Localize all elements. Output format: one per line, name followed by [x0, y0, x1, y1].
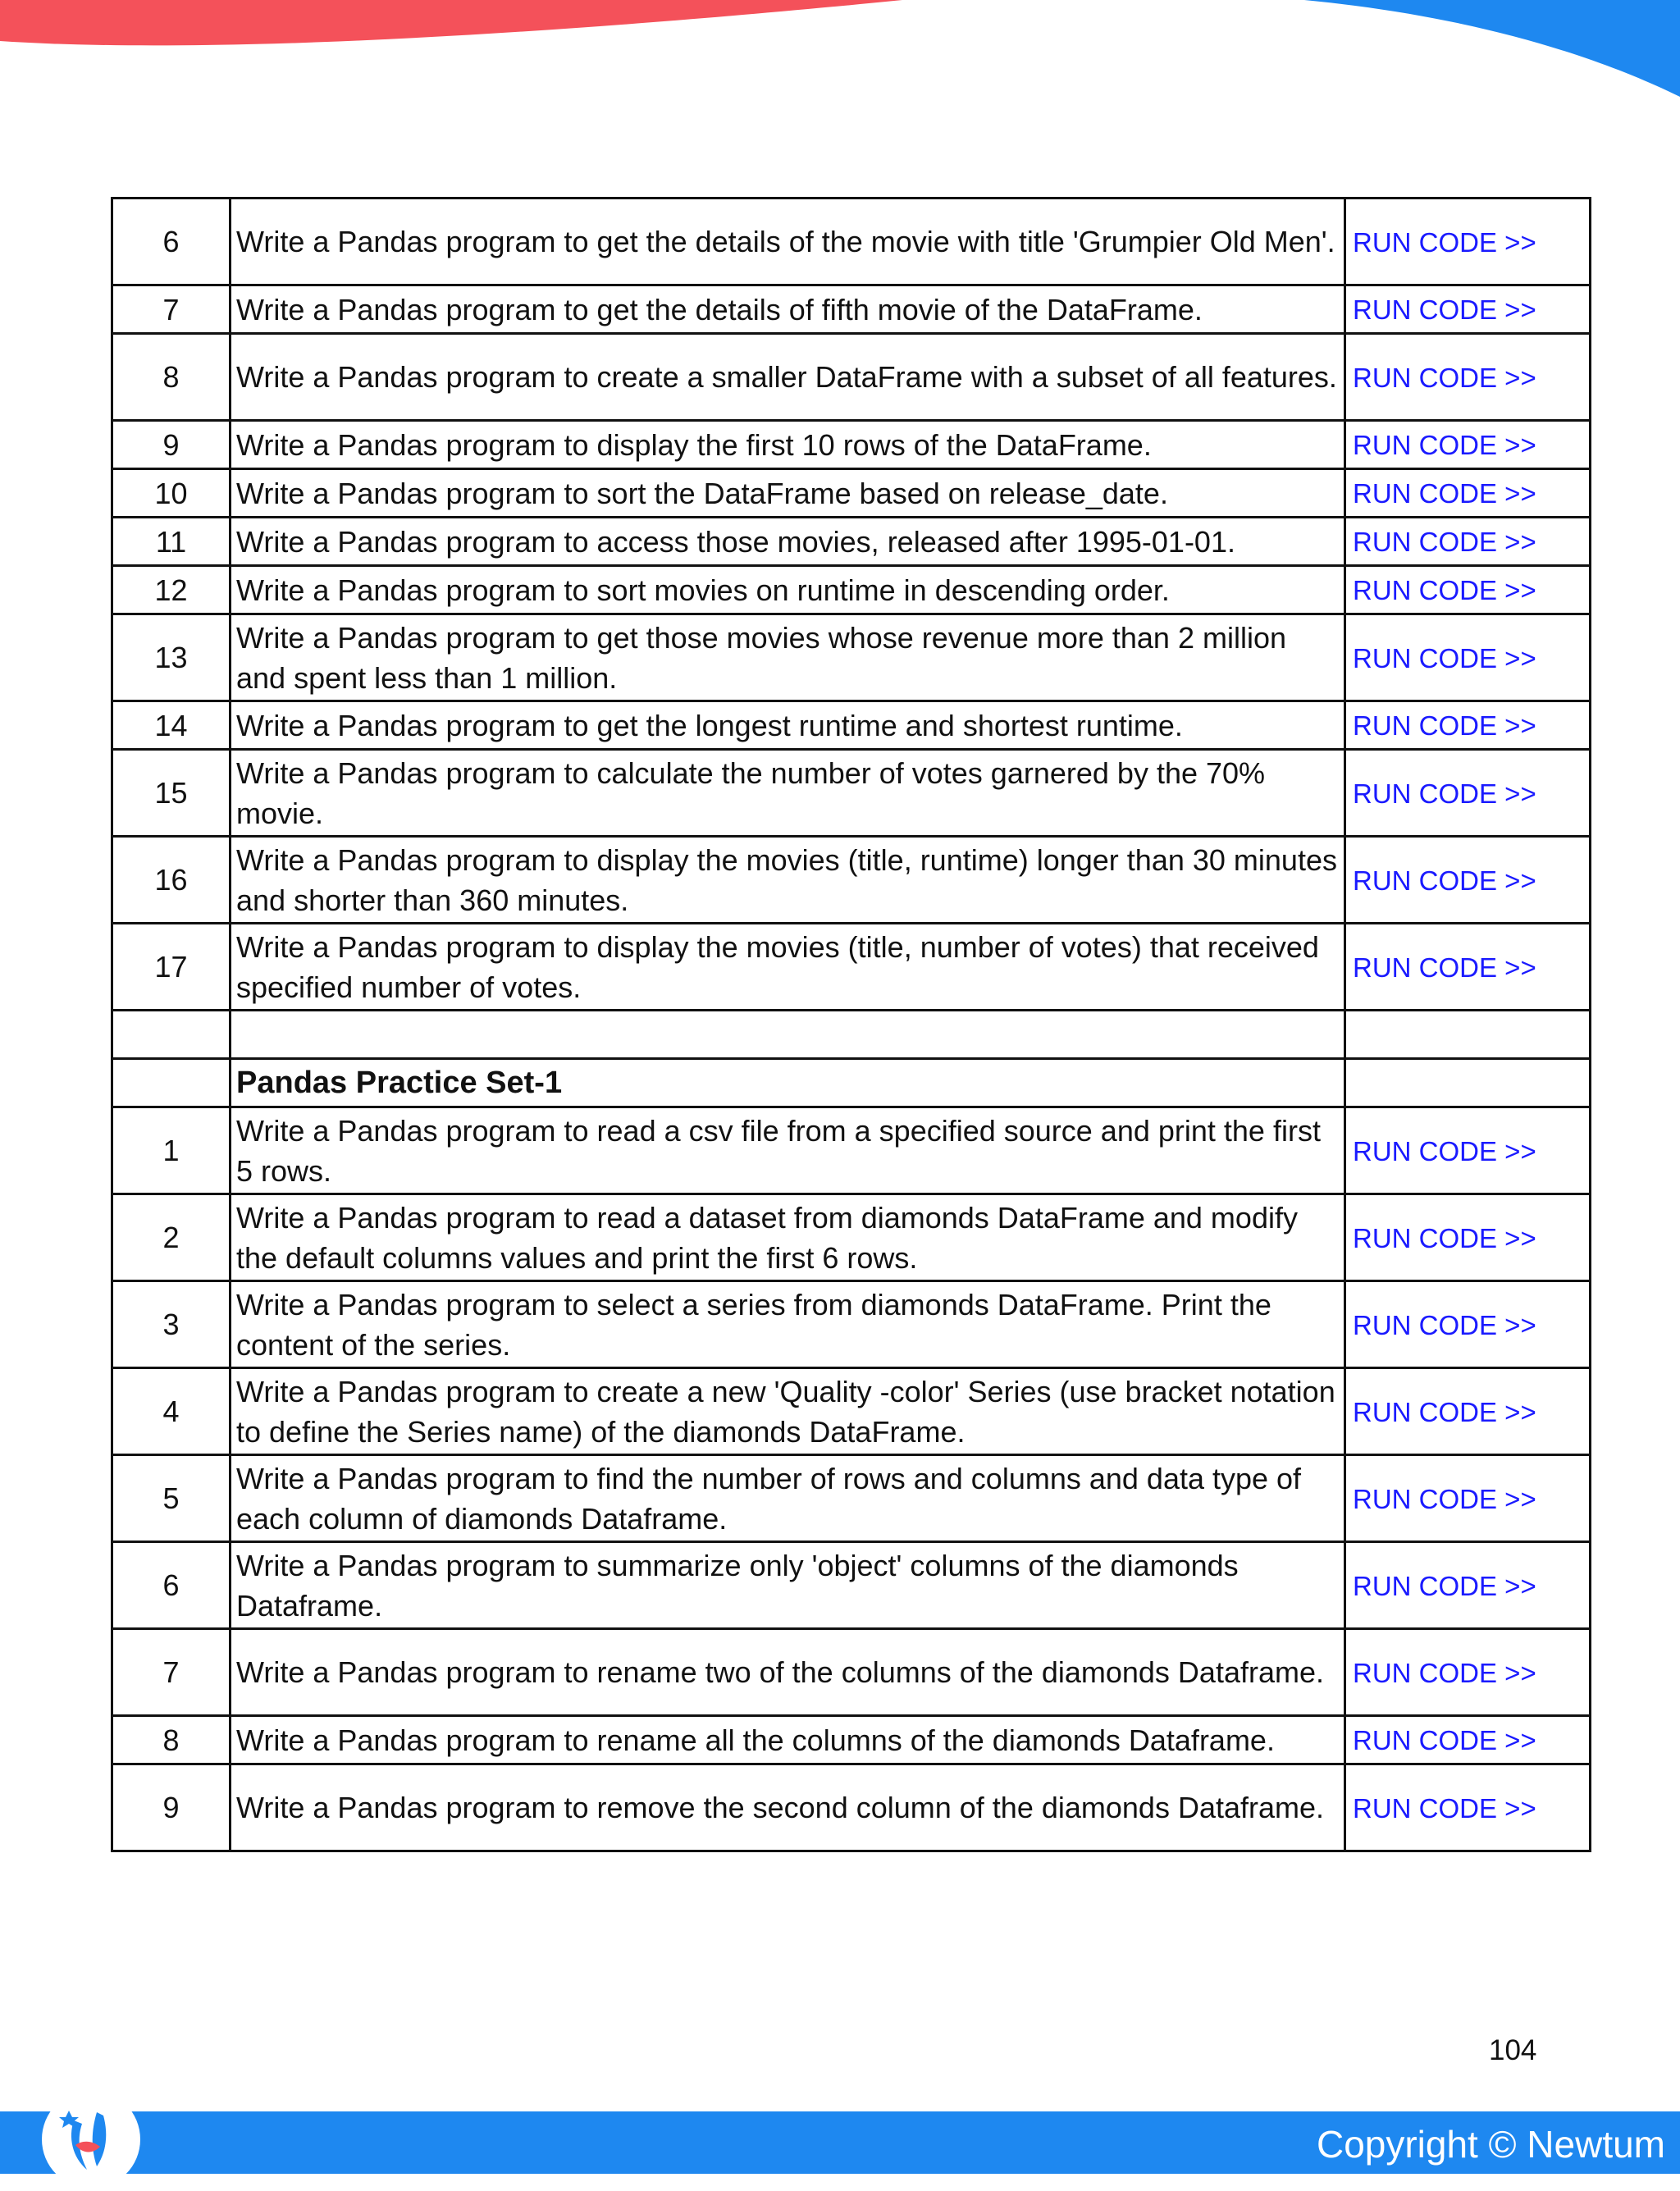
run-code-link[interactable]: RUN CODE >>	[1353, 1309, 1536, 1340]
empty-cell	[112, 1059, 231, 1107]
run-code-link[interactable]: RUN CODE >>	[1353, 1135, 1536, 1166]
exercise-text: Write a Pandas program to remove the second column of the diamonds Dataframe.	[231, 1764, 1345, 1851]
exercise-text: Write a Pandas program to sort movies on runtime in descending order.	[231, 566, 1345, 614]
table-row	[112, 1542, 1591, 1629]
exercise-text: Write a Pandas program to get the details of the movie with title 'Grumpier Old Men'.	[231, 199, 1345, 285]
exercise-text: Write a Pandas program to read a csv file from a specified source and print the first 5 rows.	[231, 1107, 1345, 1194]
row-number: 6	[112, 199, 231, 285]
row-number: 8	[112, 334, 231, 421]
run-code-link[interactable]: RUN CODE >>	[1353, 527, 1536, 557]
run-code-link[interactable]: RUN CODE >>	[1353, 778, 1536, 809]
top-decoration	[0, 0, 1680, 115]
run-code-link[interactable]: RUN CODE >>	[1353, 642, 1536, 673]
run-code-link[interactable]: RUN CODE >>	[1353, 1657, 1536, 1688]
row-number: 11	[112, 518, 231, 566]
row-number: 5	[112, 1455, 231, 1542]
exercise-text: Write a Pandas program to create a new 'Quality -color' Series (use bracket notation to define the Series name) of the diamonds DataFrame.	[231, 1368, 1345, 1455]
table-row	[112, 1368, 1591, 1455]
row-number: 7	[112, 285, 231, 334]
exercise-text: Write a Pandas program to read a dataset from diamonds DataFrame and modify the default columns values and print the first 6 rows.	[231, 1194, 1345, 1281]
exercise-text: Write a Pandas program to summarize only 'object' columns of the diamonds Dataframe.	[231, 1542, 1345, 1629]
table-row	[112, 334, 1591, 421]
run-code-link[interactable]: RUN CODE >>	[1353, 575, 1536, 605]
table-row	[112, 518, 1591, 566]
exercise-text: Write a Pandas program to find the number of rows and columns and data type of each column of diamonds Dataframe.	[231, 1455, 1345, 1542]
table-row	[112, 1716, 1591, 1764]
exercise-text: Write a Pandas program to rename two of the columns of the diamonds Dataframe.	[231, 1629, 1345, 1716]
run-code-link[interactable]: RUN CODE >>	[1353, 226, 1536, 258]
exercise-text: Write a Pandas program to display the movies (title, number of votes) that received specified number of votes.	[231, 924, 1345, 1011]
table-row	[112, 199, 1591, 285]
top-blue-swoosh	[1304, 0, 1680, 97]
row-number: 15	[112, 750, 231, 837]
row-number: 1	[112, 1107, 231, 1194]
exercise-text: Write a Pandas program to display the first 10 rows of the DataFrame.	[231, 421, 1345, 469]
exercise-text: Write a Pandas program to get the longest runtime and shortest runtime.	[231, 701, 1345, 750]
row-number: 13	[112, 614, 231, 701]
section-header-row	[112, 1059, 1591, 1107]
exercise-text: Write a Pandas program to sort the DataFrame based on release_date.	[231, 469, 1345, 518]
exercise-table	[111, 197, 1591, 1852]
empty-cell	[1345, 1059, 1591, 1107]
exercise-text: Write a Pandas program to access those movies, released after 1995-01-01.	[231, 518, 1345, 566]
exercise-text: Write a Pandas program to display the movies (title, runtime) longer than 30 minutes and shorter than 360 minutes.	[231, 837, 1345, 924]
table-row	[112, 285, 1591, 334]
row-number: 17	[112, 924, 231, 1011]
run-code-link[interactable]: RUN CODE >>	[1353, 1570, 1536, 1601]
row-number: 7	[112, 1629, 231, 1716]
row-number: 2	[112, 1194, 231, 1281]
newtum-logo-icon	[39, 2088, 143, 2191]
run-code-link[interactable]: RUN CODE >>	[1353, 1483, 1536, 1514]
run-code-link[interactable]: RUN CODE >>	[1353, 430, 1536, 460]
table-row	[112, 924, 1591, 1011]
empty-cell	[1345, 1011, 1591, 1059]
table-row	[112, 1764, 1591, 1851]
run-code-link[interactable]: RUN CODE >>	[1353, 1792, 1536, 1824]
row-number: 12	[112, 566, 231, 614]
row-number: 9	[112, 1764, 231, 1851]
exercise-table-container	[111, 197, 1589, 1852]
row-number: 16	[112, 837, 231, 924]
copyright-text: Copyright © Newtum	[1316, 2123, 1665, 2166]
run-code-link[interactable]: RUN CODE >>	[1353, 1725, 1536, 1755]
table-row	[112, 750, 1591, 837]
row-number: 8	[112, 1716, 231, 1764]
table-row	[112, 469, 1591, 518]
exercise-text: Write a Pandas program to get those movies whose revenue more than 2 million and spent less than 1 million.	[231, 614, 1345, 701]
row-number: 14	[112, 701, 231, 750]
exercise-text: Write a Pandas program to rename all the columns of the diamonds Dataframe.	[231, 1716, 1345, 1764]
row-number: 4	[112, 1368, 231, 1455]
run-code-link[interactable]: RUN CODE >>	[1353, 362, 1536, 393]
table-row	[112, 1194, 1591, 1281]
table-row	[112, 1107, 1591, 1194]
row-number: 10	[112, 469, 231, 518]
table-row	[112, 837, 1591, 924]
empty-row	[112, 1011, 1591, 1059]
table-row	[112, 1629, 1591, 1716]
exercise-text: Write a Pandas program to create a smaller DataFrame with a subset of all features.	[231, 334, 1345, 421]
row-number: 9	[112, 421, 231, 469]
run-code-link[interactable]: RUN CODE >>	[1353, 294, 1536, 325]
table-row	[112, 701, 1591, 750]
run-code-link[interactable]: RUN CODE >>	[1353, 710, 1536, 741]
run-code-link[interactable]: RUN CODE >>	[1353, 1396, 1536, 1427]
section-title: Pandas Practice Set-1	[231, 1059, 1345, 1107]
table-row	[112, 421, 1591, 469]
page-number: 104	[1489, 2034, 1537, 2066]
run-code-link[interactable]: RUN CODE >>	[1353, 952, 1536, 983]
empty-cell	[231, 1011, 1345, 1059]
table-row	[112, 1455, 1591, 1542]
table-row	[112, 1281, 1591, 1368]
exercise-text: Write a Pandas program to select a series from diamonds DataFrame. Print the content of the series.	[231, 1281, 1345, 1368]
exercise-text: Write a Pandas program to get the details of fifth movie of the DataFrame.	[231, 285, 1345, 334]
row-number: 6	[112, 1542, 231, 1629]
empty-cell	[112, 1011, 231, 1059]
run-code-link[interactable]: RUN CODE >>	[1353, 865, 1536, 896]
run-code-link[interactable]: RUN CODE >>	[1353, 478, 1536, 509]
exercise-text: Write a Pandas program to calculate the number of votes garnered by the 70% movie.	[231, 750, 1345, 837]
table-row	[112, 614, 1591, 701]
run-code-link[interactable]: RUN CODE >>	[1353, 1222, 1536, 1253]
row-number: 3	[112, 1281, 231, 1368]
top-red-swoosh	[0, 0, 902, 45]
table-row	[112, 566, 1591, 614]
